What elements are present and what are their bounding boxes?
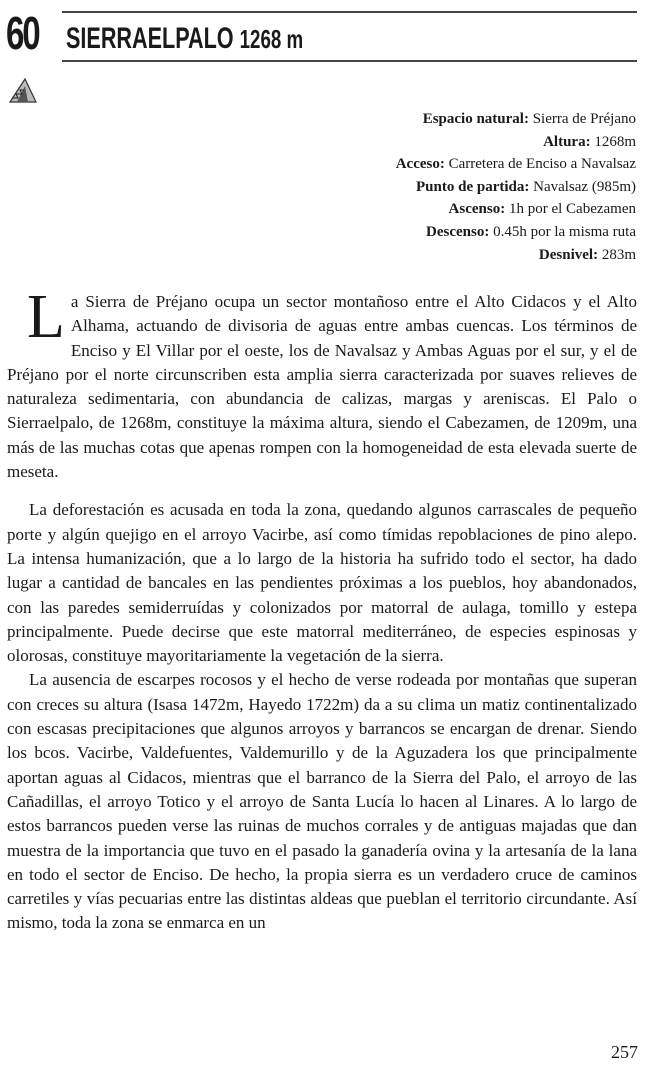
info-descent: Descenso: 0.45h por la misma ruta — [426, 223, 636, 240]
page-title — [66, 20, 303, 58]
drop-cap: L — [27, 283, 65, 351]
header-rule-top — [62, 11, 637, 13]
info-altitude: Altura: 1268m — [543, 133, 636, 150]
paragraph-1: La Sierra de Préjano ocupa un sector montañoso entre el Alto Cidacos y el Alto Alhama, actuando de divisoria de aguas entre ambas cuencas. Los términos de Enciso y El Villar por el oeste, los de Navalsaz y Ambas Aguas por el sur, y el de Préjano por el norte circunscriben esta amplia sierra caracterizada por suaves relieves de naturaleza sedimentaria, con abundancia de calizas, margas y areniscas. El Palo o Sierraelpalo, de 1268m, constituye la máxima altura, siendo el Cabezamen, de 1209m, una más de las muchas cotas que apenas rompen con la homogeneidad de esta elevada suerte de meseta. — [7, 283, 637, 482]
page-number: 257 — [611, 1042, 638, 1062]
info-access: Acceso: Carretera de Enciso a Navalsaz — [395, 156, 636, 173]
info-natural-space: Espacio natural: Sierra de Préjano — [422, 111, 636, 127]
title-altitude: 1268 m — [239, 24, 304, 54]
header-rule-bottom — [62, 60, 637, 62]
paragraph-2: La deforestación es acusada en toda la zona, quedando algunos carrascales de pequeño porte y algún quejigo en el arroyo Vacirbe, así como tímidas repoblaciones de pino alepo. La intensa humanización, que a lo largo de la historia ha sufrido todo el sector, ha dado lugar a cantidad de bancales en las pendientes próximas a los pueblos, hoy abandonados, con las paredes semiderruídas y colonizados por matorral de aulaga, tomillo y estepa principalmente. Puede decirse que este matorral mediterráneo, de especies espinosas y olorosas, constituye mayoritariamente la vegetación de la sierra. — [7, 500, 637, 666]
info-start-point: Punto de partida: Navalsaz (985m) — [416, 178, 636, 195]
paragraph-3: La ausencia de escarpes rocosos y el hecho de verse rodeada por montañas que superan con creces su altura (Isasa 1472m, Hayedo 1722m) da a su clima un matiz continentalizado con escasas precipitaciones que algunos arroyos y barrancos se encargan de drenar. Siendo los bcos. Vacirbe, Valdefuentes, Valdemurillo y de la Aguzadera los que principalmente aportan aguas al Cidacos, mientras que el barranco de la Sierra del Palo, el arroyo de las Cañadillas, el arroyo Totico y el arroyo de Santa Lucía lo hacen al Linares. A lo largo de estos barrancos pueden verse las ruinas de muchos corrales y de antiguas majadas que dan muestra de la importancia que tuvo en el pasado la ganadería ovina y la artesanía de la lana en todo el sector de Enciso. De hecho, la propia sierra es un verdadero cruce de caminos carretiles y vías pecuarias entre las distintas aldeas que pueblan el territorio circundante. Así mismo, toda la zona se enmarca en un — [7, 670, 637, 933]
info-elevation-gain: Desnivel: 283m — [538, 246, 636, 263]
body-text — [7, 283, 637, 936]
mountain-difficulty-icon — [8, 76, 38, 104]
title-name: SIERRAELPALO — [66, 22, 234, 55]
info-ascent: Ascenso: 1h por el Cabezamen — [448, 201, 636, 218]
route-info — [216, 108, 636, 266]
route-number: 60 — [6, 7, 39, 59]
